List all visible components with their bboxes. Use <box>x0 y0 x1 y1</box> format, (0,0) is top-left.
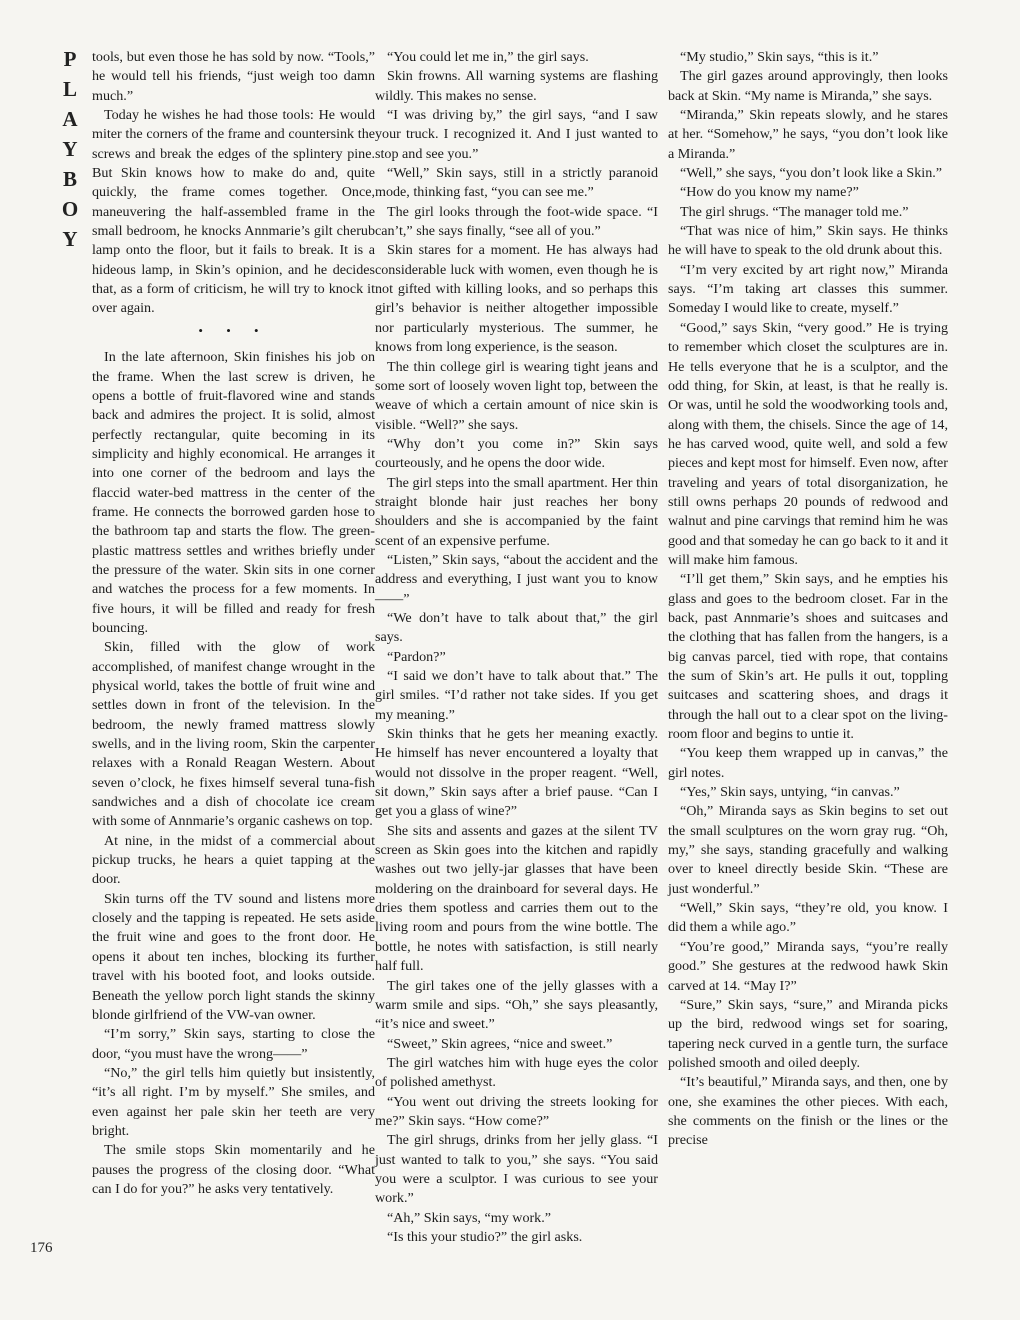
paragraph: The girl steps into the small apartment. Her thin straight blonde hair just reaches her bony shoulders and she is accompanied by the faint scent of an expensive perfume. <box>375 474 658 549</box>
paragraph: “Miranda,” Skin repeats slowly, and he stares at her. “Somehow,” he says, “you don’t look like a Miranda.” <box>668 107 948 162</box>
paragraph: The girl shrugs, drinks from her jelly glass. “I just wanted to talk to you,” she says. “You said you were a sculptor. I was curious to see your work.” <box>375 1132 658 1207</box>
paragraph: “I’m very excited by art right now,” Miranda says. “I’m taking art classes this summer. Someday I would like to create, myself.” <box>668 261 948 317</box>
paragraph: The girl shrugs. “The manager told me.” <box>680 203 909 220</box>
paragraph: “Ah,” Skin says, “my work.” <box>387 1209 552 1226</box>
paragraph: “You keep them wrapped up in canvas,” the girl notes. <box>668 745 948 781</box>
masthead-letter: B <box>62 167 77 191</box>
paragraph: “My studio,” Skin says, “this is it.” <box>680 49 879 65</box>
paragraph: “No,” the girl tells him quietly but insistently, “it’s all right. I’m by myself.” She smiles, and even against her pale skin her teeth are very bright. <box>92 1064 375 1139</box>
article-column-3 <box>668 48 948 1151</box>
paragraph: “How do you know my name?” <box>680 184 859 201</box>
paragraph: tools, but even those he has sold by now. “Tools,” he would tell his friends, “just weigh too damn much.” <box>92 49 375 104</box>
paragraph: In the late afternoon, Skin finishes his job on the frame. When the last screw is driven, he opens a bottle of fruit-flavored wine and stands back and admires the project. It is solid, almost perfectly rectangular, quite becoming in its simplicity and highly economical. He arranges it into one corner of the bedroom and lays the flaccid water-bed mattress in the center of the frame. He connects the borrowed garden hose to the bathroom tap and starts the flow. The green-plastic mattress settles and writhes briefly under the pressure of the water. Skin sits in one corner and watches the process for a few moments. In five hours, it will be filled and ready for fresh bouncing. <box>92 349 375 636</box>
paragraph: “I said we don’t have to talk about that.” The girl smiles. “I’d rather not take sides. If you get my meaning.” <box>375 668 658 723</box>
paragraph: “You went out driving the streets looking for me?” Skin says. “How come?” <box>375 1093 658 1129</box>
paragraph: “Well,” Skin says, still in a strictly paranoid mode, thinking fast, “you can see me.” <box>375 165 658 201</box>
paragraph: “Well,” she says, “you don’t look like a Skin.” <box>680 165 943 182</box>
paragraph: Skin, filled with the glow of work accomplished, of manifest change wrought in the physical world, takes the bottle of fruit wine and settles down in front of the television. In the bedroom, the newly framed mattress slowly swells, and in the living room, Skin the carpenter relaxes with a Ronald Reagan Western. About seven o’clock, he fixes himself several tuna-fish sandwiches and a dish of chocolate ice cream with some of Annmarie’s organic cashews on top. <box>92 639 375 830</box>
paragraph: “Well,” Skin says, “they’re old, you know. I did them a while ago.” <box>668 900 948 936</box>
paragraph: “Is this your studio?” the girl asks. <box>387 1228 583 1245</box>
paragraph: “Sure,” Skin says, “sure,” and Miranda picks up the bird, redwood wings set for soaring, tapering neck curved in a gentle turn, the surface polished smooth and oiled deeply. <box>668 996 948 1071</box>
paragraph: “Listen,” Skin says, “about the accident and the address and everything, I just want you to know——” <box>375 551 658 607</box>
paragraph: She sits and assents and gazes at the silent TV screen as Skin goes into the kitchen and rapidly washes out two jelly-jar glasses that have been moldering on the drainboard for several days. He dries them spotless and carries them out to the living room and pours from the wine bottle. The bottle, he notes with satisfaction, is still nearly half full. <box>375 822 658 975</box>
magazine-masthead <box>58 44 82 254</box>
paragraph: “That was nice of him,” Skin says. He thinks he will have to speak to the old drunk about this. <box>668 223 948 259</box>
masthead-letter: L <box>62 77 77 101</box>
paragraph: The girl takes one of the jelly glasses with a warm smile and sips. “Oh,” she says pleasantly, “it’s nice and sweet.” <box>375 977 658 1033</box>
paragraph: “Why don’t you come in?” Skin says courteously, and he opens the door wide. <box>375 435 658 472</box>
masthead-letter: P <box>63 47 77 71</box>
masthead-letter: O <box>61 197 79 221</box>
paragraph: “Oh,” Miranda says as Skin begins to set out the small sculptures on the worn gray rug. “Oh, my,” she says, standing gracefully and walking over to kneel directly beside Skin. “These are just wonderful.” <box>668 803 948 897</box>
paragraph: “Sweet,” Skin agrees, “nice and sweet.” <box>387 1035 613 1052</box>
masthead-letter: Y <box>62 227 78 251</box>
paragraph: “You could let me in,” the girl says. <box>387 49 589 65</box>
paragraph: “I’m sorry,” Skin says, starting to close the door, “you must have the wrong——” <box>92 1026 375 1062</box>
paragraph: “You’re good,” Miranda says, “you’re really good.” She gestures at the redwood hawk Skin carved at 14. “May I?” <box>668 938 948 994</box>
paragraph: At nine, in the midst of a commercial about pickup trucks, he hears a quiet tapping at the door. <box>92 832 375 888</box>
paragraph: “We don’t have to talk about that,” the girl says. <box>375 609 658 646</box>
paragraph: “Yes,” Skin says, untying, “in canvas.” <box>680 784 900 801</box>
paragraph: Skin stares for a moment. He has always had considerable luck with women, even though he is not gifted with killing looks, and so perhaps this girl’s behavior is neither altogether impossible nor particularly mysterious. The summer, he knows from long experience, is the season. <box>375 242 658 356</box>
paragraph: The smile stops Skin momentarily and he pauses the progress of the closing door. “What can I do for you?” he asks very tentatively. <box>92 1142 375 1197</box>
paragraph: The girl gazes around approvingly, then looks back at Skin. “My name is Miranda,” she says. <box>668 68 948 104</box>
section-separator: • • • <box>198 322 269 338</box>
paragraph: The thin college girl is wearing tight jeans and some sort of loosely woven light top, between the weave of which a certain amount of nice skin is visible. “Well?” she says. <box>375 358 658 433</box>
paragraph: “Pardon?” <box>387 648 446 665</box>
paragraph: Skin thinks that he gets her meaning exactly. He himself has never encountered a loyalty that would not dissolve in the proper reagent. “Well, sit down,” Skin says after a brief pause. “Can I get you a glass of wine?” <box>375 726 658 820</box>
paragraph: Skin frowns. All warning systems are flashing wildly. This makes no sense. <box>375 68 658 104</box>
paragraph: The girl watches him with huge eyes the color of polished amethyst. <box>375 1054 658 1091</box>
paragraph: The girl looks through the foot-wide space. “I can’t,” she says finally, “see all of you.” <box>375 203 658 240</box>
paragraph: Today he wishes he had those tools: He would miter the corners of the frame and countersink the screws and break the edges of the splintery pine. But Skin knows how to make do and, quite quickly, the frame comes together. Once, maneuvering the half-assembled frame in the small bedroom, he knocks Annmarie’s gilt cherub lamp onto the floor, but it fails to break. It is a hideous lamp, in Skin’s opinion, and he decides that, as a form of criticism, he will try to knock it over again. <box>92 107 375 317</box>
article-column-2 <box>375 48 658 1247</box>
paragraph: “It’s beautiful,” Miranda says, and then, one by one, she examines the other pieces. With each, she comments on the finish or the lines or the precise <box>668 1074 948 1149</box>
paragraph: “I’ll get them,” Skin says, and he empties his glass and goes to the bedroom closet. Far in the back, past Annmarie’s shoes and suitcases and the clothing that has fallen from the hangers, is a big canvas parcel, tied with rope, that contains the sum of Skin’s art. He pulls it out, toppling suitcases and scattering shoes, and drags it through the hall out to a clear spot on the living-room floor and begins to untie it. <box>668 571 948 743</box>
paragraph: Skin turns off the TV sound and listens more closely and the tapping is repeated. He sets aside the fruit wine and goes to the front door. He opens it about ten inches, blocking its further travel with his booted foot, and looks outside. Beneath the yellow porch light stands the skinny blonde girlfriend of the VW-van owner. <box>92 890 375 1023</box>
masthead-letter: A <box>62 107 78 131</box>
page-number: 176 <box>30 1240 53 1256</box>
masthead-letter: Y <box>62 137 78 161</box>
paragraph: “I was driving by,” the girl says, “and I saw your truck. I recognized it. And I just wanted to stop and see you.” <box>375 107 658 162</box>
article-column-1 <box>92 48 375 1199</box>
paragraph: “Good,” says Skin, “very good.” He is trying to remember which closet the sculptures are in. He tells everyone that he is a sculptor, and the odd thing, for Skin, at least, is that he really is. Or was, until he sold the woodworking tools and, along with them, the chisels. Since the age of 14, he has carved wood, quite well, and sold a few pieces and kept most for himself. Even now, after traveling and years of total disorganization, he still owns perhaps 20 pounds of redwood and walnut and pine carvings that remind him he was good and that someday he can go back to it and it will make him famous. <box>668 319 948 568</box>
